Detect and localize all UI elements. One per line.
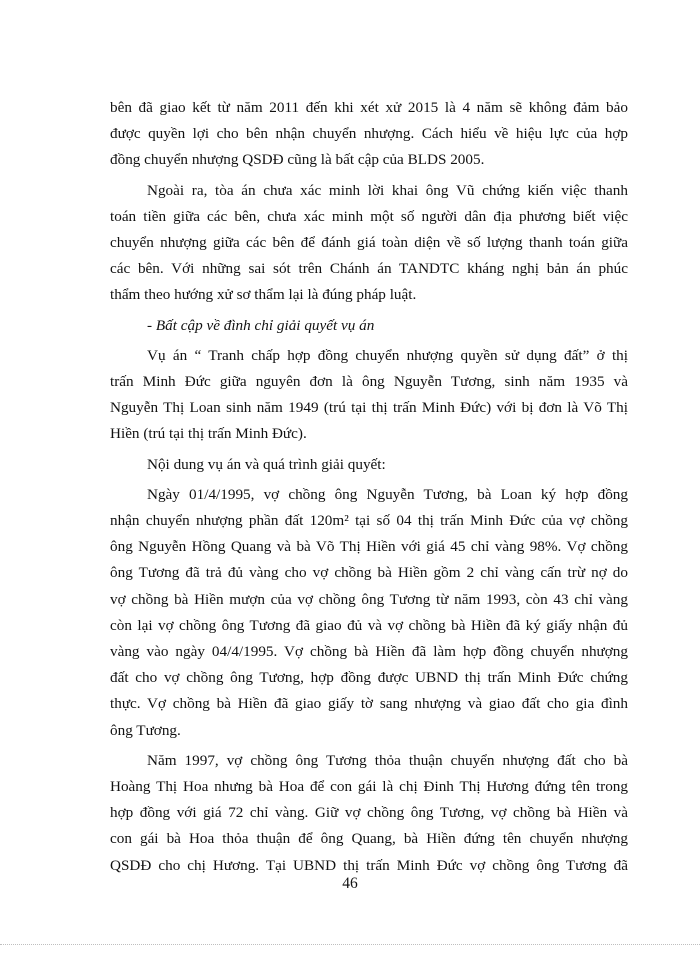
text-line: Ngày 01/4/1995, vợ chồng ông Nguyễn Tương, bà Loan ký hợp đồng xyxy=(147,485,628,503)
text-line: thực. Vợ chồng bà Hiền đã giao giấy tờ sang nhượng và giao đất cho gia đình xyxy=(110,695,628,713)
text-line: Hoàng Thị Hoa nhưng bà Hoa để con gái là chị Đinh Thị Hương đứng tên trong xyxy=(110,778,628,796)
text-line: ông Nguyễn Hồng Quang và bà Võ Thị Hiền với giá 45 chỉ vàng 98%. Vợ chồng xyxy=(110,538,628,556)
paragraph-case-intro xyxy=(110,343,628,448)
paragraph-case-facts xyxy=(110,482,628,744)
text-line: vợ chồng bà Hiền mượn của vợ chồng ông Tương từ năm 1993, còn 43 chỉ vàng xyxy=(110,590,628,608)
text-line: còn lại vợ chồng ông Tương đã giao đủ và vợ chồng bà Hiền đã ký giấy nhận đủ xyxy=(110,616,628,634)
text-line: Ngoài ra, tòa án chưa xác minh lời khai ông Vũ chứng kiến việc thanh xyxy=(147,181,628,199)
text-line: thẩm theo hướng xử sơ thẩm lại là đúng pháp luật. xyxy=(110,286,417,304)
text-line: Năm 1997, vợ chồng ông Tương thỏa thuận chuyển nhượng đất cho bà xyxy=(147,751,628,769)
text-line: đất cho vợ chồng ông Tương, hợp đồng được UBND thị trấn Minh Đức chứng xyxy=(110,669,628,687)
text-line: chuyển nhượng giữa các bên để đánh giá toàn diện về số lượng thanh toán giữa xyxy=(110,234,628,252)
text-line: nhận chuyển nhượng phần đất 120m² tại số 04 thị trấn Minh Đức của vợ chồng xyxy=(110,512,628,530)
text-line: các bên. Với những sai sót trên Chánh án TANDTC kháng nghị bản án phúc xyxy=(110,260,628,278)
document-body xyxy=(110,95,628,883)
paragraph-additional-errors xyxy=(110,178,628,309)
paragraph-1997-transfer xyxy=(110,748,628,879)
paragraph-continuation xyxy=(110,95,628,174)
page-bottom-divider xyxy=(0,944,700,945)
text-line: đồng chuyển nhượng QSDĐ cũng là bất cập của BLDS 2005. xyxy=(110,151,485,169)
section-heading: - Bất cập về đình chỉ giải quyết vụ án xyxy=(147,316,375,334)
text-line: ông Tương đã trả đủ vàng cho vợ chồng bà Hiền gồm 2 chỉ vàng cấn trừ nợ do xyxy=(110,564,628,582)
text-line: Nguyễn Thị Loan sinh năm 1949 (trú tại thị trấn Minh Đức) với bị đơn là Võ Thị xyxy=(110,399,628,417)
text-line: ông Tương. xyxy=(110,721,181,739)
page-number: 46 xyxy=(342,875,358,892)
paragraph-case-content-label xyxy=(110,452,628,478)
text-line: bên đã giao kết từ năm 2011 đến khi xét xử 2015 là 4 năm sẽ không đảm bảo xyxy=(110,99,628,116)
text-line: Vụ án “ Tranh chấp hợp đồng chuyển nhượng quyền sử dụng đất” ở thị xyxy=(147,346,628,364)
text-line: hợp đồng với giá 72 chỉ vàng. Giữ vợ chồng ông Tương, vợ chồng bà Hiền và xyxy=(110,804,628,822)
text-line: Hiền (trú tại thị trấn Minh Đức). xyxy=(110,425,307,443)
text-line: được quyền lợi cho bên nhận chuyển nhượng. Cách hiểu về hiệu lực của hợp xyxy=(110,125,628,143)
text-line: con gái bà Hoa thỏa thuận để ông Quang, bà Hiền đứng tên chuyển nhượng xyxy=(110,830,628,848)
text-line: vàng vào ngày 04/4/1995. Vợ chồng bà Hiền đã làm hợp đồng chuyển nhượng xyxy=(110,643,628,661)
text-line: Nội dung vụ án và quá trình giải quyết: xyxy=(147,455,386,473)
text-line: trấn Minh Đức giữa nguyên đơn là ông Nguyễn Tương, sinh năm 1935 và xyxy=(110,373,628,391)
text-line: toán tiền giữa các bên, chưa xác minh một số người dân địa phương biết việc xyxy=(110,207,628,225)
text-line: QSDĐ cho chị Hương. Tại UBND thị trấn Minh Đức vợ chồng ông Tương đã xyxy=(110,856,628,874)
